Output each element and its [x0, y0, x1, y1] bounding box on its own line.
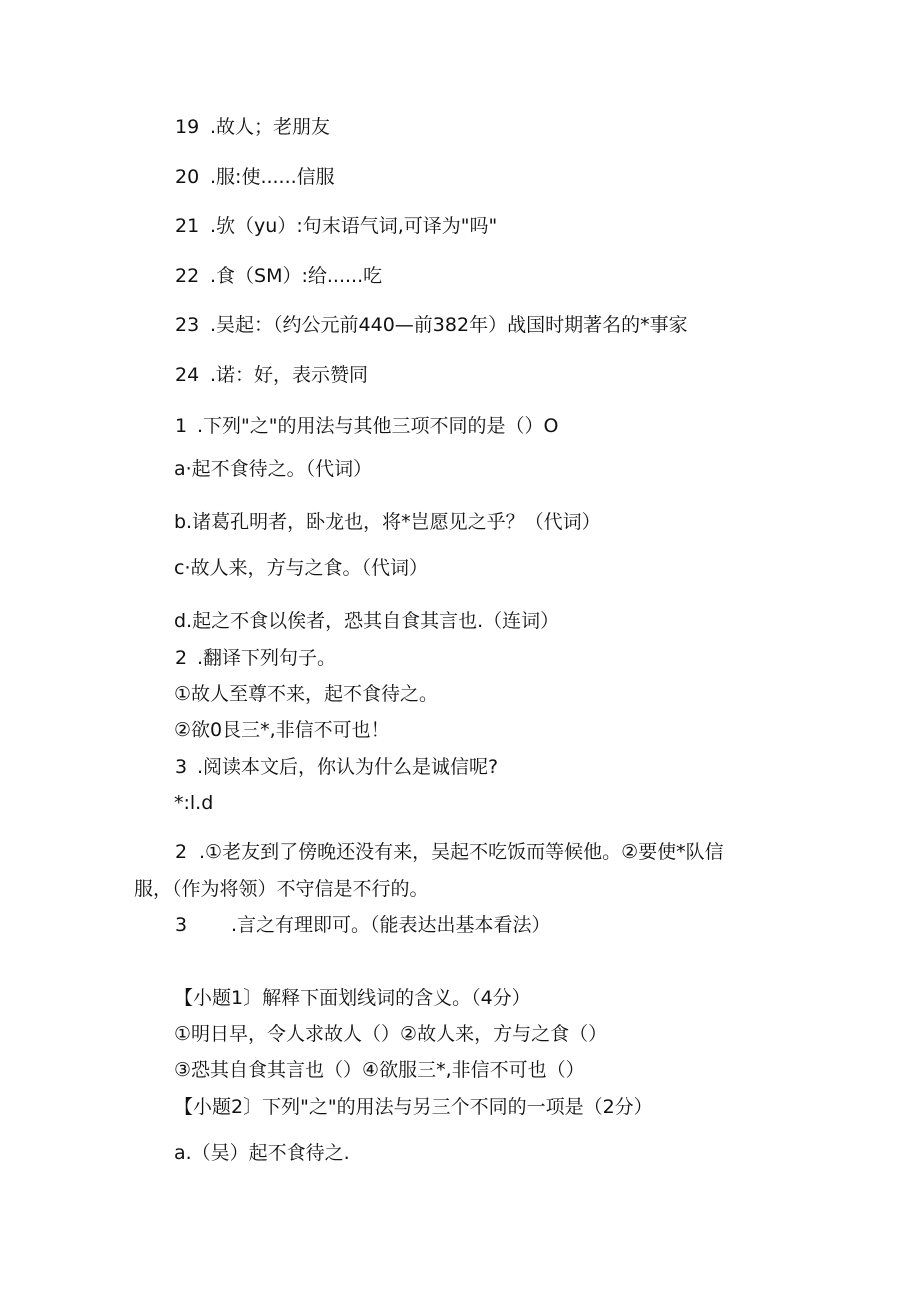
answer-number: 3 — [175, 914, 188, 936]
answer-text-line2: 服，（作为将领）不守信是不行的。 — [134, 878, 429, 900]
question-number: 1 — [175, 415, 188, 437]
note-text: .诺：好，表示赞同 — [210, 364, 369, 386]
note-number: 24 — [175, 364, 200, 386]
answer-label: *:l.d — [174, 792, 214, 814]
subquestion-1-line2: ③恐其自食其言也（）④欲服三*,非信不可也（） — [174, 1059, 585, 1081]
note-text: .吴起：（约公元前440—前382年）战国时期著名的*事家 — [210, 314, 688, 336]
translate-item-1: ①故人至尊不来，起不食待之。 — [174, 683, 439, 705]
note-number: 21 — [175, 215, 200, 237]
note-text: .故人；老朋友 — [210, 116, 331, 138]
question-text: .阅读本文后，你认为什么是诚信呢? — [197, 756, 499, 778]
note-number: 19 — [175, 116, 200, 138]
note-number: 23 — [175, 314, 200, 336]
question-text: .翻译下列句子。 — [197, 647, 337, 669]
answer-text: .言之有理即可。（能表达出基本看法） — [231, 914, 551, 936]
subquestion-1-line1: ①明日早，令人求故人（）②故人来，方与之食（） — [174, 1023, 608, 1045]
option-b: b.诸葛孔明者，卧龙也，将*岂愿见之乎？（代词） — [174, 511, 601, 533]
question-number: 3 — [175, 756, 188, 778]
note-number: 22 — [175, 265, 200, 287]
subquestion-1-heading: 【小题1〕解释下面划线词的含义。（4分） — [174, 987, 531, 1009]
note-text: .欤（yu）:句末语气词,可译为"吗" — [210, 215, 498, 237]
option-c: c·故人来，方与之食。（代词） — [174, 557, 428, 579]
option-a: a·起不食待之。（代词） — [174, 458, 373, 480]
subquestion-2-heading: 【小题2〕下列"之"的用法与另三个不同的一项是（2分） — [174, 1096, 653, 1118]
answer-number: 2 — [175, 841, 188, 863]
option-d: d.起之不食以俟者，恐其自食其言也.（连词） — [174, 610, 560, 632]
note-number: 20 — [175, 166, 200, 188]
question-text: .下列"之"的用法与其他三项不同的是（）O — [197, 415, 559, 437]
translate-item-2: ②欲0艮三*,非信不可也！ — [174, 719, 390, 741]
subquestion-2-option-a: a.（吴）起不食待之. — [174, 1142, 350, 1164]
note-text: .服:使......信服 — [210, 166, 335, 188]
question-number: 2 — [175, 647, 188, 669]
answer-text-line1: .①老友到了傍晚还没有来，吴起不吃饭而等候他。②要使*队信 — [199, 841, 724, 863]
note-text: .食（SM）:给......吃 — [210, 265, 383, 287]
